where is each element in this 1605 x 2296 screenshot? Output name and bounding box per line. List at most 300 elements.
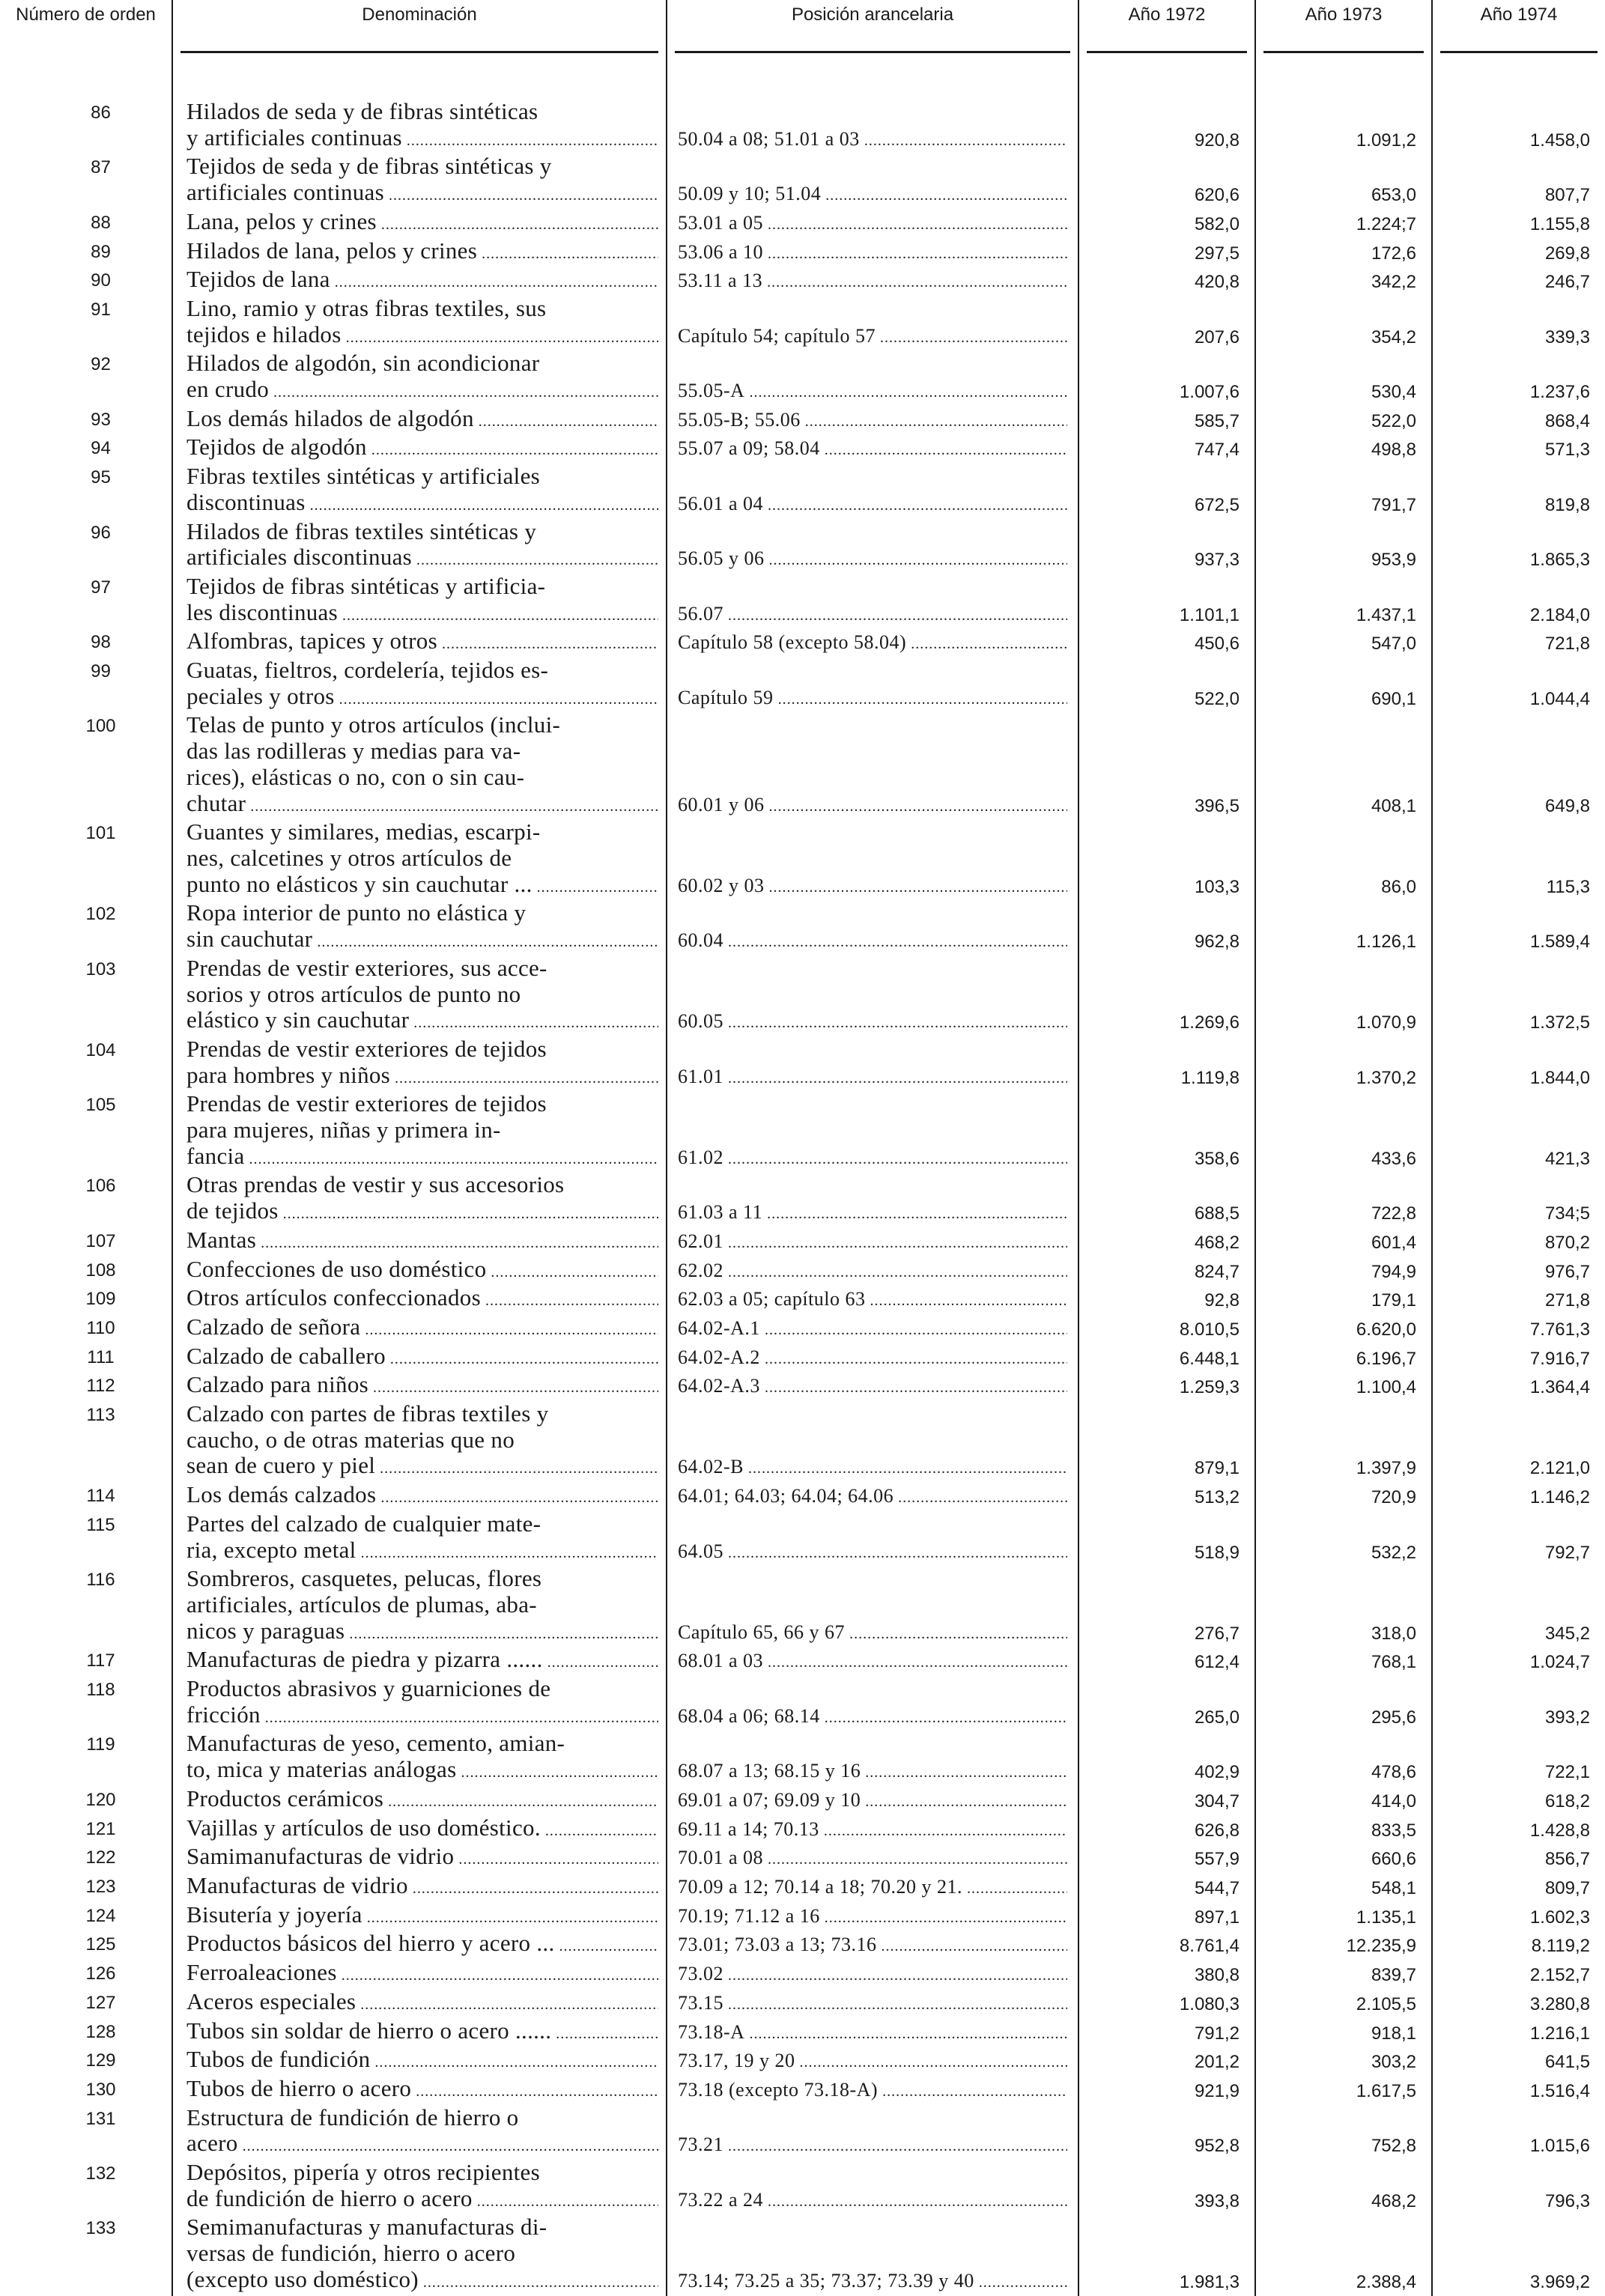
row-denominacion (172, 1343, 667, 1373)
row-value-y73: 653,0 (1255, 154, 1432, 208)
row-posicion (667, 1172, 1078, 1227)
row-posicion (667, 1401, 1078, 1482)
table-row (0, 2018, 1605, 2047)
row-posicion (667, 1257, 1078, 1286)
row-posicion (667, 1511, 1078, 1566)
denominacion-text: Hilados de seda y de fibras sintéticas (186, 99, 538, 124)
leader-dots (882, 2079, 1067, 2105)
row-denominacion (172, 519, 667, 574)
posicion-line (678, 1845, 1067, 1873)
table-row (0, 1482, 1605, 1511)
header-year-1973 (1255, 0, 1432, 84)
header-numero-label: Número de orden (16, 4, 156, 25)
denominacion-text: caucho, o de otras materias que no (186, 1426, 515, 1453)
row-number: 88 (91, 212, 111, 233)
table-row (0, 2160, 1605, 2214)
row-posicion (667, 1902, 1078, 1931)
row-value-y72: 1.269,6 (1078, 956, 1255, 1036)
row-value-y74: 809,7 (1432, 1873, 1605, 1902)
row-number: 106 (85, 1176, 116, 1197)
denominacion-text: nes, calcetines y otros artículos de (186, 844, 512, 871)
denominacion-line (186, 684, 658, 713)
row-denominacion (172, 2214, 667, 2295)
row-value-y72: 297,5 (1078, 238, 1255, 267)
denominacion-text: artificiales discontinuas (186, 544, 413, 571)
row-denominacion (172, 1314, 667, 1343)
table-row (0, 1036, 1605, 1091)
row-value-y72: 937,3 (1078, 519, 1255, 574)
denominacion-line (186, 209, 658, 238)
row-value-y72: 92,8 (1078, 1285, 1255, 1314)
posicion-text: Capítulo 59 (678, 686, 774, 708)
table-row (0, 296, 1605, 350)
posicion-text: 64.02-A.3 (678, 1375, 760, 1397)
posicion-text: 64.01; 64.03; 64.04; 64.06 (678, 1485, 894, 1507)
row-value-y73: 720,9 (1255, 1482, 1432, 1511)
posicion-text: 60.04 (678, 929, 723, 952)
row-posicion (667, 1285, 1078, 1314)
row-posicion (667, 2214, 1078, 2295)
row-value-y74: 734;5 (1432, 1172, 1605, 1227)
row-value-y72: 420,8 (1078, 267, 1255, 296)
row-value-y74: 1.602,3 (1432, 1902, 1605, 1931)
denominacion-text: Calzado con partes de fibras textiles y (186, 1401, 549, 1427)
row-value-y72: 450,6 (1078, 628, 1255, 657)
row-number: 95 (91, 467, 111, 488)
row-posicion (667, 1931, 1078, 1960)
denominacion-text: Lino, ramio y otras fibras textiles, sus (186, 295, 547, 321)
denominacion-text: Calzado de señora (186, 1313, 361, 1340)
posicion-line (678, 1904, 1067, 1931)
row-denominacion (172, 657, 667, 712)
denominacion-line (186, 490, 658, 519)
row-value-y72: 582,0 (1078, 209, 1255, 238)
row-denominacion (172, 1902, 667, 1931)
row-value-y73: 548,1 (1255, 1873, 1432, 1902)
header-posicion (667, 0, 1078, 84)
row-denominacion (172, 99, 667, 154)
denominacion-line (186, 791, 658, 820)
posicion-text: 61.01 (678, 1065, 723, 1087)
row-number: 128 (85, 2021, 116, 2042)
row-denominacion (172, 406, 667, 435)
leader-dots (728, 1540, 1067, 1567)
denominacion-line (186, 1227, 658, 1257)
denominacion-text: Ferroaleaciones (186, 1960, 337, 1986)
denominacion-line (186, 1285, 658, 1314)
row-denominacion (172, 819, 667, 900)
row-value-y72: 921,9 (1078, 2076, 1255, 2105)
denominacion-line (186, 1144, 658, 1173)
denominacion-text: de fundición de hierro o acero (186, 2184, 473, 2211)
row-posicion (667, 900, 1078, 955)
table-row (0, 574, 1605, 628)
row-denominacion (172, 434, 667, 464)
row-posicion (667, 1989, 1078, 2018)
denominacion-text: Tubos sin soldar de hierro o acero ...... (186, 2017, 552, 2044)
row-value-y73: 601,4 (1255, 1227, 1432, 1257)
denominacion-line (186, 1091, 658, 1117)
denominacion-text: Lana, pelos y crines (186, 208, 377, 234)
row-denominacion (172, 1257, 667, 1286)
leader-dots (728, 1066, 1067, 1092)
row-number: 125 (85, 1934, 116, 1955)
table-row (0, 1257, 1605, 1286)
row-value-y74: 1.458,0 (1432, 99, 1605, 154)
denominacion-line (186, 180, 658, 209)
row-posicion (667, 657, 1078, 712)
denominacion-text: Tubos de fundición (186, 2047, 371, 2073)
row-denominacion (172, 1566, 667, 1647)
row-number: 92 (91, 354, 111, 375)
row-denominacion (172, 1989, 667, 2018)
row-value-y73: 1.126,1 (1255, 900, 1432, 955)
table-row (0, 99, 1605, 154)
denominacion-text: fancia (186, 1142, 245, 1169)
denominacion-text: sean de cuero y piel (186, 1452, 376, 1479)
leader-dots (911, 631, 1067, 657)
leader-dots (825, 1905, 1067, 1931)
leader-dots (768, 2189, 1067, 2215)
row-denominacion (172, 1647, 667, 1676)
posicion-text: 70.19; 71.12 a 16 (678, 1904, 820, 1927)
table-row (0, 657, 1605, 712)
row-value-y73: 2.388,4 (1255, 2214, 1432, 2295)
table-row (0, 628, 1605, 657)
row-value-y72: 276,7 (1078, 1566, 1255, 1647)
posicion-line (678, 2020, 1067, 2047)
row-value-y74: 1.216,1 (1432, 2018, 1605, 2047)
row-number: 109 (85, 1289, 116, 1310)
row-value-y72: 962,8 (1078, 900, 1255, 955)
posicion-line (678, 2187, 1067, 2215)
row-posicion (667, 1676, 1078, 1731)
posicion-line (678, 491, 1067, 519)
denominacion-line (186, 434, 658, 464)
row-value-y73: 433,6 (1255, 1091, 1432, 1172)
leader-dots (768, 493, 1067, 519)
posicion-line (678, 1990, 1067, 2018)
leader-dots (381, 212, 658, 238)
row-value-y74: 7.761,3 (1432, 1314, 1605, 1343)
table-row (0, 1815, 1605, 1844)
row-value-y72: 626,8 (1078, 1815, 1255, 1844)
denominacion-text: para mujeres, niñas y primera in- (186, 1117, 501, 1144)
row-number: 107 (85, 1230, 116, 1251)
row-denominacion (172, 2105, 667, 2160)
row-value-y72: 879,1 (1078, 1401, 1255, 1482)
denominacion-text: Aceros especiales (186, 1988, 357, 2014)
header-year-1974 (1432, 0, 1605, 84)
row-posicion (667, 1227, 1078, 1257)
denominacion-line (186, 322, 658, 351)
leader-dots (825, 437, 1067, 464)
row-denominacion (172, 1227, 667, 1257)
row-number: 117 (86, 1650, 115, 1671)
posicion-text: 69.01 a 07; 69.09 y 10 (678, 1788, 861, 1811)
row-value-y74: 870,2 (1432, 1227, 1605, 1257)
leader-dots (416, 2079, 658, 2105)
row-value-y74: 1.015,6 (1432, 2105, 1605, 2160)
row-posicion (667, 1647, 1078, 1676)
row-value-y74: 792,7 (1432, 1511, 1605, 1566)
row-posicion (667, 99, 1078, 154)
table-row (0, 1285, 1605, 1314)
row-value-y73: 839,7 (1255, 1960, 1432, 1989)
posicion-line (678, 210, 1067, 238)
table-row (0, 1372, 1605, 1401)
leader-dots (805, 409, 1067, 435)
denominacion-line (186, 2076, 658, 2105)
row-number: 103 (85, 959, 116, 980)
posicion-text: Capítulo 54; capítulo 57 (678, 324, 876, 347)
row-value-y72: 402,9 (1078, 1731, 1255, 1785)
posicion-text: 53.06 a 10 (678, 240, 764, 263)
posicion-text: 73.14; 73.25 a 35; 73.37; 73.39 y 40 (678, 2269, 974, 2292)
posicion-text: 56.01 a 04 (678, 492, 764, 514)
table-row (0, 519, 1605, 574)
row-value-y72: 6.448,1 (1078, 1343, 1255, 1373)
denominacion-text: Tejidos de algodón (186, 434, 367, 461)
posicion-line (678, 1620, 1067, 1647)
row-denominacion (172, 1960, 667, 1989)
leader-dots (769, 875, 1068, 901)
header-year-1974-label: Año 1974 (1480, 4, 1558, 25)
row-posicion (667, 1036, 1078, 1091)
row-value-y74: 1.372,5 (1432, 956, 1605, 1036)
denominacion-line (186, 1172, 658, 1198)
row-value-y72: 672,5 (1078, 464, 1255, 518)
table-row (0, 712, 1605, 819)
posicion-line (678, 1874, 1067, 1902)
leader-dots (728, 1963, 1067, 1989)
leader-dots (769, 794, 1068, 820)
row-number: 122 (85, 1847, 116, 1868)
denominacion-text: Hilados de lana, pelos y crines (186, 237, 478, 264)
row-value-y74: 856,7 (1432, 1844, 1605, 1873)
denominacion-text: Productos básicos del hierro y acero ... (186, 1931, 555, 1957)
denominacion-line (186, 406, 658, 435)
denominacion-text: Semimanufacturas y manufacturas di- (186, 2214, 547, 2241)
denominacion-line (186, 519, 658, 545)
table-row (0, 1960, 1605, 1989)
posicion-line (678, 601, 1067, 629)
posicion-text: 64.02-B (678, 1456, 744, 1478)
posicion-text: 53.01 a 05 (678, 211, 764, 234)
row-denominacion (172, 1873, 667, 1902)
posicion-text: 69.11 a 14; 70.13 (678, 1817, 819, 1840)
denominacion-text: les discontinuas (186, 598, 338, 625)
row-posicion (667, 1873, 1078, 1902)
posicion-line (678, 1454, 1067, 1482)
table-body (0, 84, 1605, 2296)
row-value-y74: 819,8 (1432, 464, 1605, 518)
leader-dots (768, 1847, 1067, 1873)
row-value-y72: 8.761,4 (1078, 1931, 1255, 1960)
leader-dots (342, 1963, 658, 1989)
denominacion-line (186, 1786, 658, 1815)
row-value-y74: 421,3 (1432, 1091, 1605, 1172)
table-row (0, 1873, 1605, 1902)
table-row (0, 1343, 1605, 1373)
row-value-y73: 722,8 (1255, 1172, 1432, 1227)
row-denominacion (172, 1285, 667, 1314)
denominacion-text: Partes del calzado de cualquier mate- (186, 1510, 541, 1537)
posicion-text: 53.11 a 13 (678, 270, 763, 292)
denominacion-text: fricción (186, 1701, 261, 1728)
denominacion-text: Prendas de vestir exteriores, sus acce- (186, 955, 547, 981)
leader-dots (361, 1540, 658, 1567)
posicion-text: 56.07 (678, 602, 723, 625)
row-posicion (667, 209, 1078, 238)
row-posicion (667, 1091, 1078, 1172)
denominacion-line (186, 296, 658, 322)
row-posicion (667, 296, 1078, 350)
table-row (0, 2105, 1605, 2160)
leader-dots (250, 794, 658, 820)
row-number: 121 (85, 1818, 116, 1839)
denominacion-text: versas de fundición, hierro o acero (186, 2240, 516, 2267)
posicion-text: 68.04 a 06; 68.14 (678, 1704, 820, 1727)
row-number: 126 (85, 1964, 116, 1984)
row-value-y73: 1.397,9 (1255, 1401, 1432, 1482)
row-value-y73: 918,1 (1255, 2018, 1432, 2047)
leader-dots (310, 493, 658, 519)
spacer-row (0, 84, 1605, 99)
leader-dots (778, 687, 1067, 713)
denominacion-text: ria, excepto metal (186, 1536, 357, 1563)
leader-dots (870, 1288, 1067, 1314)
row-posicion (667, 1343, 1078, 1373)
leader-dots (767, 270, 1067, 296)
posicion-line (678, 436, 1067, 464)
posicion-text: 73.15 (678, 1991, 723, 2014)
row-value-y72: 468,2 (1078, 1227, 1255, 1257)
row-value-y74: 641,5 (1432, 2047, 1605, 2076)
denominacion-line (186, 872, 658, 901)
row-value-y72: 612,4 (1078, 1647, 1255, 1676)
denominacion-text: Productos cerámicos (186, 1785, 384, 1811)
table-row (0, 1401, 1605, 1482)
row-number: 115 (86, 1514, 115, 1535)
table-row (0, 1931, 1605, 1960)
leader-dots (339, 687, 658, 713)
leader-dots (461, 1760, 658, 1786)
table-row (0, 1647, 1605, 1676)
row-value-y73: 547,0 (1255, 628, 1432, 657)
row-value-y72: 791,2 (1078, 2018, 1255, 2047)
leader-dots (728, 1992, 1067, 2018)
denominacion-line (186, 1482, 658, 1511)
denominacion-text: Fibras textiles sintéticas y artificiales (186, 464, 541, 490)
denominacion-text: Manufacturas de vidrio (186, 1873, 408, 1898)
denominacion-line (186, 657, 658, 684)
row-number: 94 (91, 438, 111, 459)
leader-dots (728, 1260, 1067, 1286)
denominacion-line (186, 956, 658, 982)
leader-dots (824, 1818, 1067, 1844)
row-value-y74: 721,8 (1432, 628, 1605, 657)
posicion-line (678, 378, 1067, 406)
denominacion-text: Los demás calzados (186, 1482, 377, 1508)
row-number: 102 (85, 904, 116, 925)
posicion-line (678, 1817, 1067, 1844)
leader-dots (365, 1317, 658, 1343)
denominacion-text: discontinuas (186, 488, 306, 515)
row-value-y74: 1.516,4 (1432, 2076, 1605, 2105)
row-number: 124 (85, 1905, 116, 1926)
denominacion-line (186, 1117, 658, 1144)
row-value-y73: 1.070,9 (1255, 956, 1432, 1036)
row-value-y73: 172,6 (1255, 238, 1432, 267)
row-value-y73: 6.196,7 (1255, 1343, 1432, 1373)
leader-dots (458, 1847, 658, 1873)
row-posicion (667, 434, 1078, 464)
denominacion-line (186, 464, 658, 490)
leader-dots (380, 1456, 658, 1482)
row-value-y72: 8.010,5 (1078, 1314, 1255, 1343)
posicion-line (678, 1932, 1067, 1960)
row-value-y73: 179,1 (1255, 1285, 1432, 1314)
leader-dots (765, 1375, 1067, 1401)
denominacion-line (186, 2018, 658, 2047)
row-value-y74: 868,4 (1432, 406, 1605, 435)
posicion-line (678, 1064, 1067, 1092)
table-row (0, 154, 1605, 208)
row-number: 131 (85, 2108, 116, 2129)
denominacion-text: tejidos e hilados (186, 321, 342, 347)
leader-dots (728, 1010, 1067, 1036)
posicion-text: Capítulo 65, 66 y 67 (678, 1621, 846, 1643)
leader-dots (768, 212, 1067, 238)
denominacion-line (186, 1401, 658, 1427)
row-number: 97 (91, 577, 111, 598)
posicion-text: 56.05 y 06 (678, 547, 765, 570)
posicion-line (678, 1316, 1067, 1343)
posicion-text: 55.07 a 09; 58.04 (678, 437, 820, 460)
posicion-text: 73.02 (678, 1963, 723, 1985)
denominacion-line (186, 377, 658, 406)
row-denominacion (172, 1482, 667, 1511)
row-value-y72: 393,8 (1078, 2160, 1255, 2214)
denominacion-line (186, 2186, 658, 2215)
row-value-y72: 557,9 (1078, 1844, 1255, 1873)
leader-dots (317, 929, 658, 956)
posicion-line (678, 2268, 1067, 2296)
leader-dots (380, 1485, 658, 1511)
denominacion-text: peciales y otros (186, 682, 335, 709)
posicion-text: 70.09 a 12; 70.14 a 18; 70.20 y 21. (678, 1876, 963, 1898)
row-denominacion (172, 350, 667, 405)
table-row (0, 350, 1605, 405)
denominacion-line (186, 267, 658, 296)
row-denominacion (172, 464, 667, 518)
denominacion-text: Sombreros, casquetes, pelucas, flores (186, 1566, 542, 1592)
denominacion-line (186, 1314, 658, 1343)
posicion-text: 55.05-A (678, 380, 745, 402)
denominacion-text: artificiales continuas (186, 179, 384, 206)
row-value-y73: 1.224;7 (1255, 209, 1432, 238)
denominacion-line (186, 1566, 658, 1592)
row-value-y74: 1.364,4 (1432, 1372, 1605, 1401)
row-posicion (667, 2105, 1078, 2160)
row-posicion (667, 1815, 1078, 1844)
denominacion-line (186, 845, 658, 872)
leader-dots (485, 1288, 658, 1314)
denominacion-line (186, 154, 658, 180)
row-posicion (667, 1731, 1078, 1785)
row-number: 96 (91, 522, 111, 543)
